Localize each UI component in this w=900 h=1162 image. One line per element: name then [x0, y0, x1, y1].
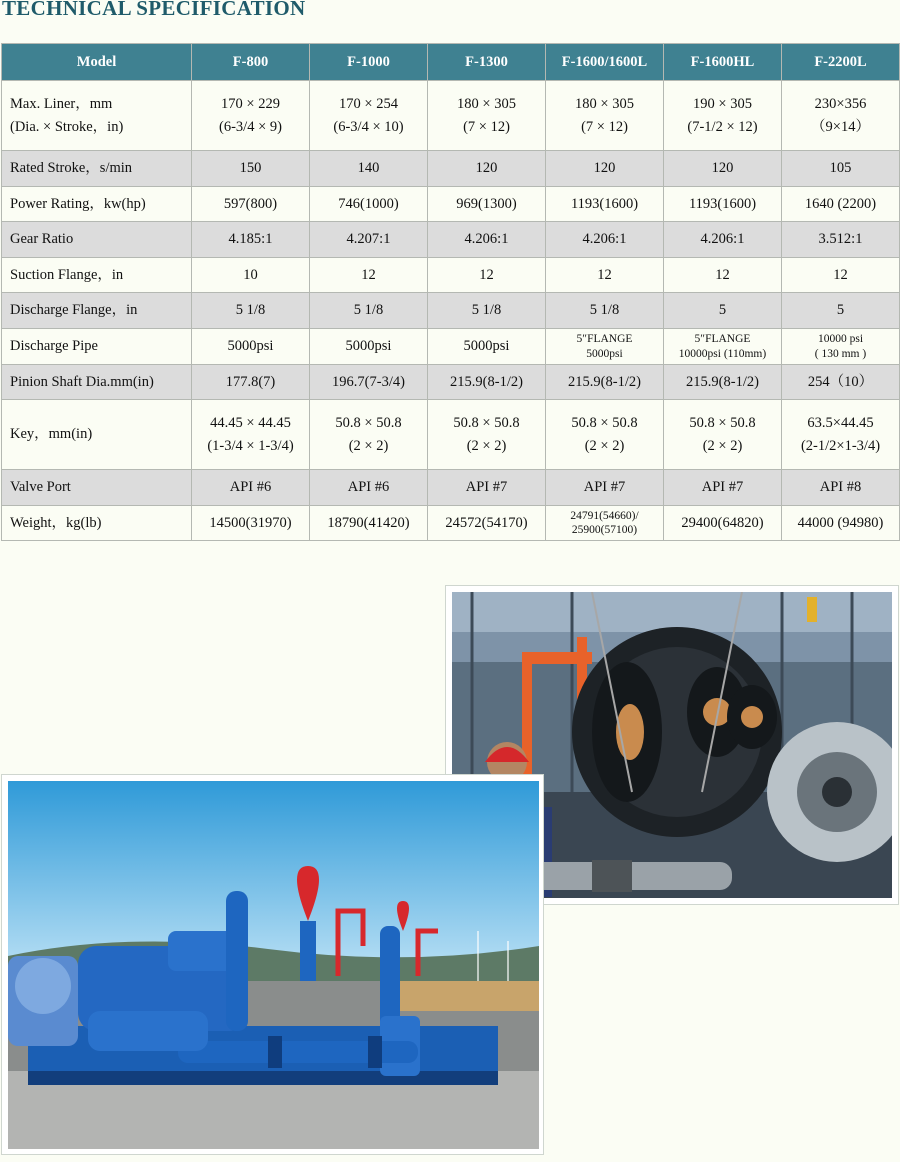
row-label-line: Discharge Flange，in	[10, 302, 138, 319]
table-cell	[192, 187, 310, 222]
cell-line: 10	[243, 266, 258, 283]
cell-line: 29400(64820)	[681, 514, 764, 531]
cell-line: 5	[836, 302, 845, 319]
cell-line: 63.5×44.45	[807, 415, 874, 432]
table-cell	[192, 400, 310, 470]
header-f-800: F-800	[192, 44, 310, 81]
cell-line: 5 1/8	[235, 302, 266, 319]
table-cell	[782, 151, 900, 187]
table-cell	[192, 470, 310, 506]
table-cell	[782, 470, 900, 506]
cell-line: 4.185:1	[228, 231, 273, 248]
table-cell	[192, 293, 310, 329]
table-cell	[782, 400, 900, 470]
cell-line: 230×356	[814, 96, 867, 113]
cell-line: 25900(57100)	[571, 524, 638, 536]
table-cell	[782, 81, 900, 151]
table-cell	[546, 506, 664, 541]
cell-line: 215.9(8-1/2)	[686, 373, 759, 390]
table-cell	[428, 329, 546, 365]
cell-line: 5	[718, 302, 727, 319]
table-row	[2, 187, 900, 222]
cell-line: （9×14）	[811, 118, 870, 135]
table-cell	[192, 258, 310, 293]
table-cell	[428, 222, 546, 258]
table-cell	[782, 329, 900, 365]
cell-line: 4.206:1	[700, 231, 745, 248]
cell-line: 24572(54170)	[445, 514, 528, 531]
table-cell	[782, 258, 900, 293]
cell-line: 18790(41420)	[327, 514, 410, 531]
cell-line: API #7	[465, 479, 508, 496]
table-cell	[310, 470, 428, 506]
cell-line: (2 × 2)	[466, 437, 507, 454]
table-cell	[428, 151, 546, 187]
table-cell	[192, 329, 310, 365]
table-cell	[782, 187, 900, 222]
header-f-1600-1600l: F-1600/1600L	[546, 44, 664, 81]
cell-line: 190 × 305	[693, 96, 752, 113]
cell-line: 10000 psi	[817, 333, 864, 346]
cell-line: 196.7(7-3/4)	[332, 373, 405, 390]
row-label	[2, 187, 192, 222]
cell-line: 597(800)	[223, 195, 278, 212]
cell-line: 44000 (94980)	[797, 514, 884, 531]
page-title: TECHNICAL SPECIFICATION	[2, 0, 306, 20]
cell-line: (6-3/4 × 10)	[333, 118, 404, 135]
table-cell	[428, 470, 546, 506]
cell-line: 14500(31970)	[209, 514, 292, 531]
row-label	[2, 506, 192, 541]
spec-table	[1, 43, 900, 541]
row-label	[2, 81, 192, 151]
cell-line: 44.45 × 44.45	[210, 415, 291, 432]
cell-line: 5″FLANGE	[694, 333, 751, 346]
cell-line: 254（10）	[807, 373, 874, 390]
table-cell	[546, 470, 664, 506]
row-label-line: Discharge Pipe	[10, 338, 98, 355]
cell-line: 215.9(8-1/2)	[568, 373, 641, 390]
header-f-1300: F-1300	[428, 44, 546, 81]
table-cell	[310, 293, 428, 329]
cell-line: API #8	[819, 479, 862, 496]
row-label	[2, 329, 192, 365]
table-header-row	[2, 44, 900, 81]
cell-line: 180 × 305	[575, 96, 634, 113]
row-label-line: Pinion Shaft Dia.mm(in)	[10, 373, 154, 390]
table-cell	[664, 81, 782, 151]
cell-line: 4.206:1	[464, 231, 509, 248]
table-cell	[310, 329, 428, 365]
table-cell	[546, 365, 664, 400]
table-cell	[428, 506, 546, 541]
cell-line: 12	[479, 266, 494, 283]
cell-line: 50.8 × 50.8	[689, 415, 756, 432]
cell-line: 5000psi	[586, 347, 623, 360]
cell-line: 50.8 × 50.8	[453, 415, 520, 432]
cell-line: 3.512:1	[818, 231, 863, 248]
cell-line: 170 × 254	[339, 96, 398, 113]
table-row	[2, 151, 900, 187]
cell-line: 1193(1600)	[688, 195, 757, 212]
cell-line: 12	[833, 266, 848, 283]
cell-line: 105	[829, 160, 852, 177]
cell-line: 50.8 × 50.8	[335, 415, 402, 432]
cell-line: 5 1/8	[353, 302, 384, 319]
table-cell	[192, 151, 310, 187]
cell-line: 746(1000)	[338, 195, 399, 212]
row-label-line: Suction Flange，in	[10, 266, 124, 283]
table-cell	[664, 258, 782, 293]
table-row	[2, 365, 900, 400]
header-f-2200l: F-2200L	[782, 44, 900, 81]
table-row	[2, 81, 900, 151]
cell-line: 5000psi	[227, 338, 274, 355]
table-cell	[664, 187, 782, 222]
table-cell	[546, 400, 664, 470]
table-cell	[192, 222, 310, 258]
table-cell	[664, 329, 782, 365]
table-row	[2, 506, 900, 541]
cell-line: API #6	[347, 479, 390, 496]
cell-line: 140	[357, 160, 380, 177]
cell-line: 5 1/8	[589, 302, 620, 319]
row-label	[2, 365, 192, 400]
cell-line: 120	[475, 160, 498, 177]
table-cell	[310, 365, 428, 400]
row-label	[2, 222, 192, 258]
table-cell	[192, 506, 310, 541]
cell-line: 1193(1600)	[570, 195, 639, 212]
table-cell	[664, 400, 782, 470]
table-cell	[664, 293, 782, 329]
header-f-1600hl: F-1600HL	[664, 44, 782, 81]
row-label	[2, 258, 192, 293]
table-cell	[782, 506, 900, 541]
cell-line: 10000psi (110mm)	[678, 347, 767, 360]
cell-line: 12	[597, 266, 612, 283]
row-label-line: Power Rating，kw(hp)	[10, 195, 146, 212]
cell-line: 1640 (2200)	[804, 195, 877, 212]
cell-line: 4.207:1	[346, 231, 391, 248]
cell-line: 4.206:1	[582, 231, 627, 248]
row-label-line: Gear Ratio	[10, 231, 74, 248]
cell-line: API #6	[229, 479, 272, 496]
table-cell	[428, 400, 546, 470]
table-cell	[310, 151, 428, 187]
table-cell	[782, 365, 900, 400]
table-cell	[310, 187, 428, 222]
cell-line: 177.8(7)	[225, 373, 276, 390]
table-row	[2, 222, 900, 258]
row-label-line: Weight，kg(lb)	[10, 514, 102, 531]
cell-line: (2 × 2)	[702, 437, 743, 454]
table-row	[2, 329, 900, 365]
cell-line: API #7	[583, 479, 626, 496]
cell-line: 5000psi	[463, 338, 510, 355]
table-cell	[664, 365, 782, 400]
table-cell	[546, 293, 664, 329]
table-cell	[546, 151, 664, 187]
cell-line: (7 × 12)	[581, 118, 628, 135]
table-cell	[546, 329, 664, 365]
table-cell	[782, 293, 900, 329]
cell-line: (1-3/4 × 1-3/4)	[207, 437, 294, 454]
cell-line: 120	[593, 160, 616, 177]
pump-photo-frame	[1, 774, 544, 1155]
table-cell	[664, 506, 782, 541]
cell-line: ( 130 mm )	[814, 347, 867, 360]
row-label-line: Valve Port	[10, 479, 71, 496]
cell-line: 5 1/8	[471, 302, 502, 319]
cell-line: 12	[715, 266, 730, 283]
table-cell	[192, 365, 310, 400]
cell-line: 50.8 × 50.8	[571, 415, 638, 432]
table-cell	[428, 365, 546, 400]
table-cell	[428, 258, 546, 293]
cell-line: 24791(54660)/	[570, 509, 639, 522]
row-label-line: Rated Stroke，s/min	[10, 160, 133, 177]
header-f-1000: F-1000	[310, 44, 428, 81]
row-label-line: Key，mm(in)	[10, 426, 93, 443]
row-label	[2, 400, 192, 470]
cell-line: (2 × 2)	[348, 437, 389, 454]
table-row	[2, 293, 900, 329]
cell-line: (2-1/2×1-3/4)	[800, 437, 881, 454]
cell-line: (7-1/2 × 12)	[687, 118, 758, 135]
cell-line: (6-3/4 × 9)	[219, 118, 282, 135]
cell-line: API #7	[701, 479, 744, 496]
table-cell	[310, 258, 428, 293]
table-row	[2, 400, 900, 470]
header-model: Model	[2, 44, 192, 81]
cell-line: 150	[239, 160, 262, 177]
cell-line: 170 × 229	[221, 96, 280, 113]
table-cell	[546, 187, 664, 222]
table-cell	[192, 81, 310, 151]
table-cell	[428, 293, 546, 329]
cell-line: 5″FLANGE	[576, 333, 633, 346]
cell-line: 5000psi	[345, 338, 392, 355]
table-cell	[782, 222, 900, 258]
table-cell	[546, 81, 664, 151]
table-cell	[664, 470, 782, 506]
cell-line: 969(1300)	[456, 195, 517, 212]
table-cell	[310, 222, 428, 258]
row-label	[2, 470, 192, 506]
cell-line: 12	[361, 266, 376, 283]
table-row	[2, 258, 900, 293]
row-label	[2, 151, 192, 187]
table-cell	[428, 187, 546, 222]
table-cell	[664, 222, 782, 258]
cell-line: 120	[711, 160, 734, 177]
pump-photo	[8, 781, 539, 1149]
table-cell	[310, 506, 428, 541]
table-cell	[546, 222, 664, 258]
cell-line: (2 × 2)	[584, 437, 625, 454]
table-row	[2, 470, 900, 506]
table-cell	[546, 258, 664, 293]
cell-line: (7 × 12)	[463, 118, 510, 135]
table-cell	[310, 400, 428, 470]
table-cell	[310, 81, 428, 151]
row-label	[2, 293, 192, 329]
table-cell	[428, 81, 546, 151]
cell-line: 215.9(8-1/2)	[450, 373, 523, 390]
cell-line: 180 × 305	[457, 96, 516, 113]
row-label-line: (Dia. × Stroke，in)	[10, 118, 124, 135]
table-cell	[664, 151, 782, 187]
row-label-line: Max. Liner，mm	[10, 96, 113, 113]
